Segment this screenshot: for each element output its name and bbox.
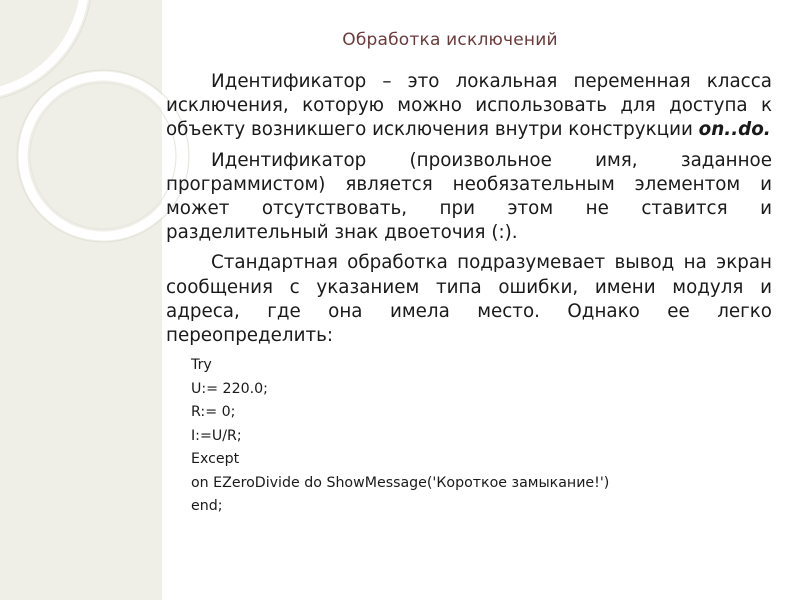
- code-line: Try: [191, 357, 212, 374]
- slide-content: [166, 70, 772, 519]
- code-line: on EZeroDivide do ShowMessage('Короткое замыкание!'): [191, 474, 610, 491]
- paragraph-standard-handling: Стандартная обработка подразумевает вывод на экран сообщения с указанием типа ошибки, имени модуля и адреса, где она имела место. Однако ее легко переопределить:: [166, 252, 772, 347]
- code-line: U:= 220.0;: [191, 380, 268, 397]
- keyword-on-do: on..do.: [698, 119, 771, 141]
- code-line: end;: [191, 498, 223, 515]
- slide-title: Обработка исключений: [342, 30, 558, 50]
- paragraph-text: Идентификатор – это локальная переменная класса исключения, которую можно использовать для доступа к объекту возникшего исключения внутри конструкции: [166, 71, 772, 141]
- paragraph-identifier-definition: [166, 70, 772, 143]
- code-line: R:= 0;: [191, 404, 236, 421]
- code-line: I:=U/R;: [191, 427, 242, 444]
- code-example: [166, 354, 772, 519]
- left-decorative-band: [0, 0, 162, 600]
- paragraph-identifier-optional: Идентификатор (произвольное имя, заданное программистом) является необязательным элементом и может отсутствовать, при этом не ставится и разделительный знак двоеточия (:).: [166, 149, 772, 244]
- code-line: Except: [191, 451, 240, 468]
